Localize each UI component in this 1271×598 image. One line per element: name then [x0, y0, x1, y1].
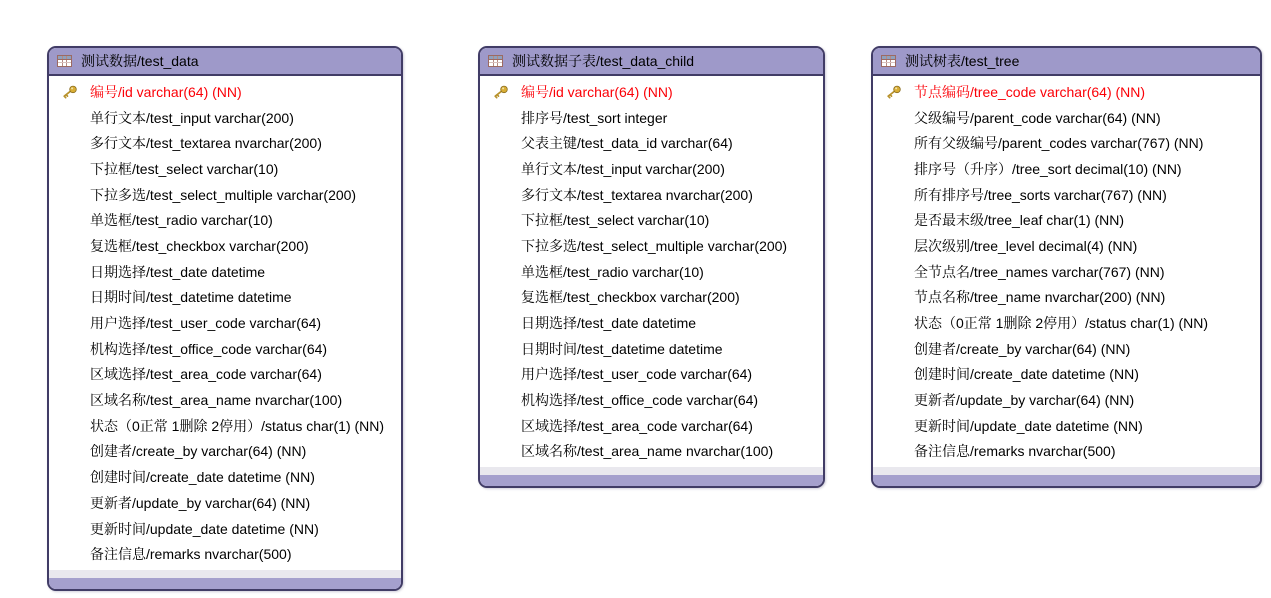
entity-footer	[873, 475, 1260, 486]
field-label: 更新时间/update_date datetime (NN)	[914, 417, 1143, 434]
field-label: 更新者/update_by varchar(64) (NN)	[914, 392, 1135, 409]
field-row[interactable]	[480, 105, 823, 131]
field-row[interactable]	[480, 207, 823, 233]
field-row[interactable]	[873, 156, 1260, 182]
field-row[interactable]	[49, 336, 401, 362]
field-row[interactable]	[49, 285, 401, 311]
field-row[interactable]	[480, 259, 823, 285]
field-label: 创建时间/create_date datetime (NN)	[90, 469, 315, 486]
field-label: 排序号（升序）/tree_sort decimal(10) (NN)	[914, 160, 1182, 177]
field-label: 父表主键/test_data_id varchar(64)	[521, 135, 733, 152]
table-icon	[881, 55, 896, 67]
field-label: 复选框/test_checkbox varchar(200)	[521, 289, 740, 306]
field-row[interactable]	[873, 310, 1260, 336]
field-row[interactable]	[873, 439, 1260, 465]
field-row[interactable]	[49, 233, 401, 259]
footer-shadow-band	[873, 467, 1260, 475]
field-row[interactable]	[480, 439, 823, 465]
field-label: 单行文本/test_input varchar(200)	[90, 109, 294, 126]
field-row[interactable]	[480, 285, 823, 311]
field-row[interactable]	[873, 79, 1260, 105]
table-body	[873, 76, 1260, 467]
field-label: 下拉框/test_select varchar(10)	[90, 160, 279, 177]
field-row[interactable]	[873, 130, 1260, 156]
field-label: 多行文本/test_textarea nvarchar(200)	[521, 186, 753, 203]
table-icon	[488, 55, 503, 67]
field-row[interactable]	[873, 259, 1260, 285]
field-row[interactable]	[49, 413, 401, 439]
field-label: 单行文本/test_input varchar(200)	[521, 160, 725, 177]
field-label: 日期选择/test_date datetime	[90, 263, 266, 280]
field-label: 节点编码/tree_code varchar(64) (NN)	[914, 83, 1146, 100]
key-icon	[873, 85, 914, 99]
field-label: 下拉多选/test_select_multiple varchar(200)	[90, 186, 357, 203]
field-label: 多行文本/test_textarea nvarchar(200)	[90, 135, 322, 152]
field-row[interactable]	[873, 233, 1260, 259]
field-label: 编号/id varchar(64) (NN)	[90, 83, 242, 100]
field-row[interactable]	[480, 387, 823, 413]
table-title: 测试数据/test_data	[81, 53, 199, 69]
field-row[interactable]	[480, 79, 823, 105]
field-label: 父级编号/parent_code varchar(64) (NN)	[914, 109, 1161, 126]
field-label: 复选框/test_checkbox varchar(200)	[90, 237, 309, 254]
field-row[interactable]	[873, 182, 1260, 208]
field-label: 更新者/update_by varchar(64) (NN)	[90, 494, 311, 511]
field-label: 区域名称/test_area_name nvarchar(100)	[90, 392, 343, 409]
table-icon	[57, 55, 72, 67]
entity-footer	[49, 578, 401, 589]
entity-test_data[interactable]	[47, 46, 403, 591]
field-label: 状态（0正常 1删除 2停用）/status char(1) (NN)	[90, 417, 385, 434]
field-label: 排序号/test_sort integer	[521, 109, 668, 126]
field-label: 备注信息/remarks nvarchar(500)	[914, 443, 1116, 460]
field-row[interactable]	[49, 182, 401, 208]
field-row[interactable]	[49, 105, 401, 131]
field-row[interactable]	[480, 310, 823, 336]
entity-footer	[480, 475, 823, 486]
field-label: 是否最末级/tree_leaf char(1) (NN)	[914, 212, 1125, 229]
field-label: 节点名称/tree_name nvarchar(200) (NN)	[914, 289, 1166, 306]
key-icon	[49, 85, 90, 99]
field-row[interactable]	[480, 156, 823, 182]
field-row[interactable]	[873, 207, 1260, 233]
table-title: 测试树表/test_tree	[905, 53, 1020, 69]
field-label: 更新时间/update_date datetime (NN)	[90, 520, 319, 537]
field-row[interactable]	[480, 233, 823, 259]
table-body	[480, 76, 823, 467]
field-label: 机构选择/test_office_code varchar(64)	[90, 340, 328, 357]
field-row[interactable]	[49, 439, 401, 465]
field-label: 创建者/create_by varchar(64) (NN)	[914, 340, 1131, 357]
field-row[interactable]	[49, 516, 401, 542]
entity-test_tree[interactable]	[871, 46, 1262, 488]
field-label: 区域选择/test_area_code varchar(64)	[90, 366, 322, 383]
field-row[interactable]	[49, 490, 401, 516]
field-row[interactable]	[49, 387, 401, 413]
field-row[interactable]	[49, 156, 401, 182]
field-row[interactable]	[49, 79, 401, 105]
field-label: 状态（0正常 1删除 2停用）/status char(1) (NN)	[914, 315, 1209, 332]
footer-shadow-band	[49, 570, 401, 578]
field-row[interactable]	[480, 130, 823, 156]
field-label: 日期选择/test_date datetime	[521, 315, 697, 332]
field-row[interactable]	[480, 336, 823, 362]
field-label: 机构选择/test_office_code varchar(64)	[521, 392, 759, 409]
field-label: 用户选择/test_user_code varchar(64)	[521, 366, 753, 383]
field-row[interactable]	[49, 541, 401, 567]
field-label: 创建者/create_by varchar(64) (NN)	[90, 443, 307, 460]
entity-header[interactable]	[480, 48, 823, 76]
field-row[interactable]	[480, 362, 823, 388]
table-body	[49, 76, 401, 570]
field-row[interactable]	[873, 387, 1260, 413]
field-row[interactable]	[873, 285, 1260, 311]
field-label: 所有父级编号/parent_codes varchar(767) (NN)	[914, 135, 1204, 152]
field-row[interactable]	[873, 336, 1260, 362]
field-label: 编号/id varchar(64) (NN)	[521, 83, 673, 100]
field-row[interactable]	[49, 310, 401, 336]
field-label: 日期时间/test_datetime datetime	[90, 289, 292, 306]
table-title: 测试数据子表/test_data_child	[512, 53, 695, 69]
field-row[interactable]	[873, 105, 1260, 131]
field-row[interactable]	[49, 259, 401, 285]
field-row[interactable]	[873, 362, 1260, 388]
field-row[interactable]	[49, 464, 401, 490]
field-label: 区域名称/test_area_name nvarchar(100)	[521, 443, 774, 460]
entity-header[interactable]	[49, 48, 401, 76]
field-label: 备注信息/remarks nvarchar(500)	[90, 546, 292, 563]
field-label: 下拉框/test_select varchar(10)	[521, 212, 710, 229]
field-label: 创建时间/create_date datetime (NN)	[914, 366, 1139, 383]
footer-shadow-band	[480, 467, 823, 475]
field-label: 单选框/test_radio varchar(10)	[521, 263, 704, 280]
field-row[interactable]	[49, 207, 401, 233]
field-label: 区域选择/test_area_code varchar(64)	[521, 417, 753, 434]
field-row[interactable]	[480, 413, 823, 439]
field-row[interactable]	[480, 182, 823, 208]
field-row[interactable]	[49, 362, 401, 388]
field-label: 全节点名/tree_names varchar(767) (NN)	[914, 263, 1165, 280]
field-label: 下拉多选/test_select_multiple varchar(200)	[521, 237, 788, 254]
field-label: 单选框/test_radio varchar(10)	[90, 212, 273, 229]
field-row[interactable]	[873, 413, 1260, 439]
entity-test_data_child[interactable]	[478, 46, 825, 488]
field-row[interactable]	[49, 130, 401, 156]
key-icon	[480, 85, 521, 99]
field-label: 日期时间/test_datetime datetime	[521, 340, 723, 357]
field-label: 所有排序号/tree_sorts varchar(767) (NN)	[914, 186, 1167, 203]
field-label: 用户选择/test_user_code varchar(64)	[90, 315, 322, 332]
entity-header[interactable]	[873, 48, 1260, 76]
field-label: 层次级别/tree_level decimal(4) (NN)	[914, 237, 1138, 254]
